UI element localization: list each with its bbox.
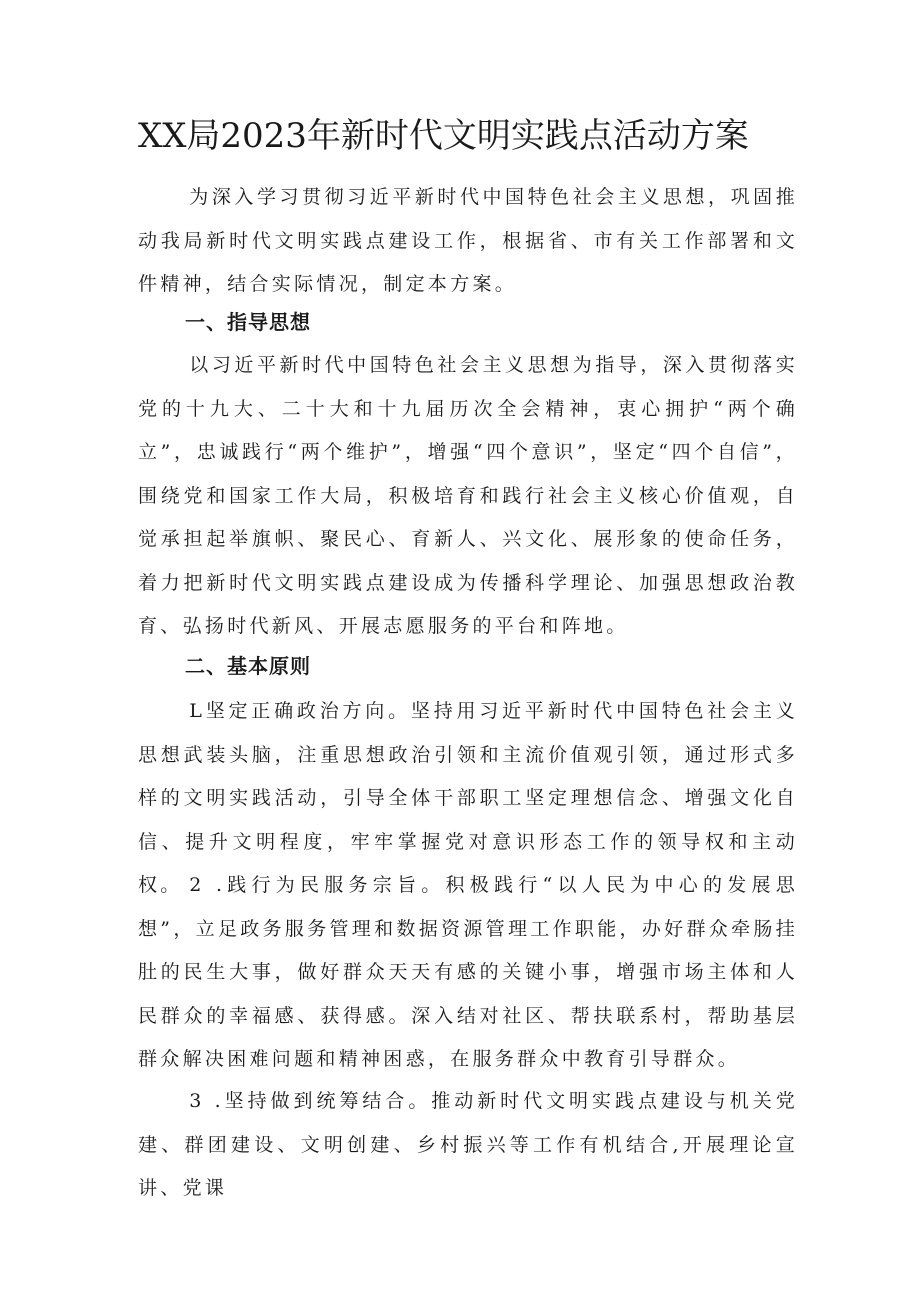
intro-paragraph: 为深入学习贯彻习近平新时代中国特色社会主义思想，巩固推动我局新时代文明实践点建设工作，根据省、市有关工作部署和文件精神，结合实际情况，制定本方案。 (138, 186, 798, 295)
principle-paragraph-3: 3 .坚持做到统筹结合。推动新时代文明实践点建设与机关党建、群团建设、文明创建、乡村振兴等工作有机结合,开展理论宣讲、党课 (138, 1090, 798, 1199)
document-title: XX局2023年新时代文明实践点活动方案 (138, 116, 749, 156)
section-heading-guiding-ideology: 一、指导思想 (185, 310, 311, 334)
principle-paragraph-2: 2 .践行为民服务宗旨。积极践行“以人民为中心的发展思想”，立足政务服务管理和数据资源管理工作职能，办好群众牵肠挂肚的民生大事，做好群众天天有感的关键小事，增强市场主体和人民群众的幸福感、获得感。深入结对社区、帮扶联系村，帮助基层群众解决困难问题和精神困惑，在服务群众中教育引导群众。 (138, 874, 798, 1070)
principle-paragraph-1: L坚定正确政治方向。坚持用习近平新时代中国特色社会主义思想武装头脑，注重思想政治引领和主流价值观引领，通过形式多样的文明实践活动，引导全体干部职工坚定理想信念、增强文化自信、提升文明程度，牢牢掌握党对意识形态工作的领导权和主动权。 (138, 700, 798, 896)
guiding-ideology-paragraph: 以习近平新时代中国特色社会主义思想为指导，深入贯彻落实党的十九大、二十大和十九届历次全会精神，衷心拥护“两个确立”，忠诚践行“两个维护”，增强“四个意识”，坚定“四个自信”，围绕党和国家工作大局，积极培育和践行社会主义核心价值观，自觉承担起举旗帜、聚民心、育新人、兴文化、展形象的使命任务，着力把新时代文明实践点建设成为传播科学理论、加强思想政治教育、弘扬时代新风、开展志愿服务的平台和阵地。 (138, 354, 798, 637)
section-heading-basic-principles: 二、基本原则 (185, 654, 311, 678)
